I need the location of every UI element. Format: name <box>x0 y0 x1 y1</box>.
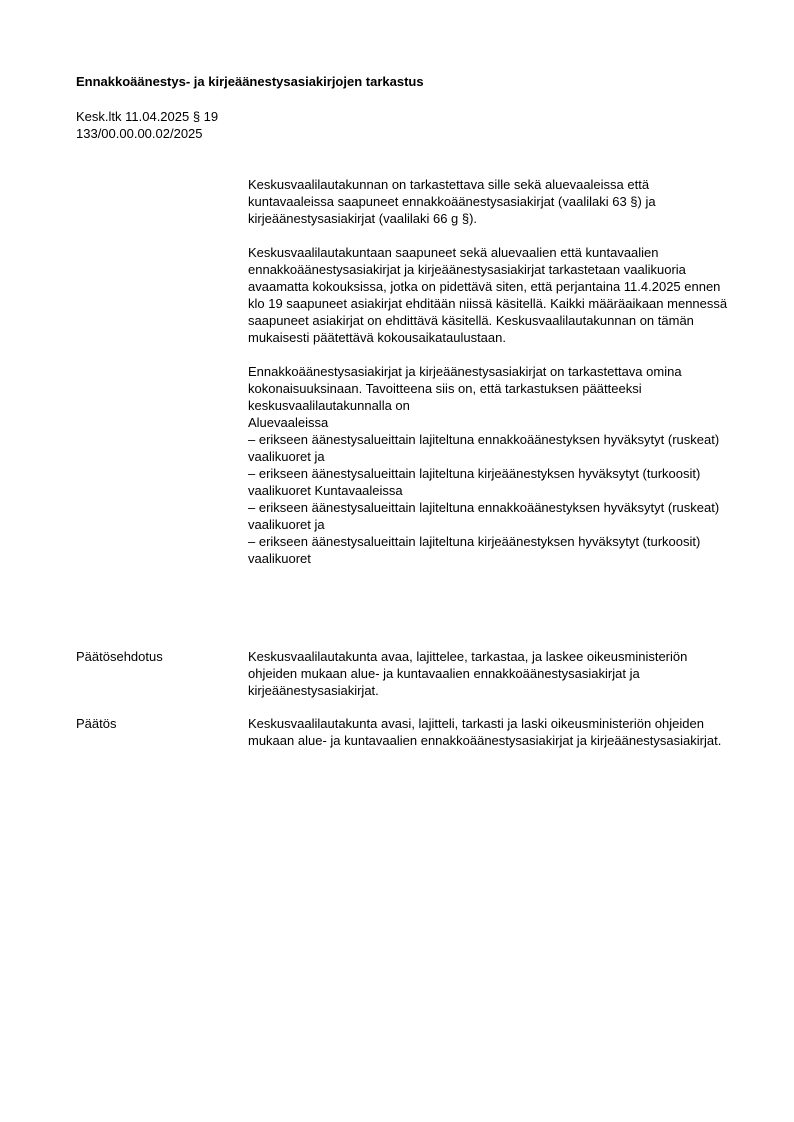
document-title: Ennakkoäänestys- ja kirjeäänestysasiakirjojen tarkastus <box>76 74 424 89</box>
municipal-list-item-2: – erikseen äänestysalueittain lajiteltuna kirjeäänestyksen hyväksytyt (turkoosit) vaalikuoret <box>248 534 701 566</box>
decision-text: Keskusvaalilautakunta avasi, lajitteli, tarkasti ja laski oikeusministeriön ohjeiden mukaan alue- ja kuntavaalien ennakkoäänestysasiakirjat ja kirjeäänestysasiakirjat. <box>248 716 722 748</box>
document-meta <box>76 108 218 142</box>
municipal-list-item-1: – erikseen äänestysalueittain lajiteltuna ennakkoäänestyksen hyväksytyt (ruskeat) vaalikuoret ja <box>248 500 720 532</box>
regional-list-item-1: – erikseen äänestysalueittain lajiteltuna ennakkoäänestyksen hyväksytyt (ruskeat) vaalikuoret ja <box>248 432 720 464</box>
regional-list-item-2: – erikseen äänestysalueittain lajiteltuna kirjeäänestyksen hyväksytyt (turkoosit) vaalikuoret Kuntavaaleissa <box>248 466 701 498</box>
proposal-text: Keskusvaalilautakunta avaa, lajittelee, tarkastaa, ja laskee oikeusministeriön ohjeiden mukaan alue- ja kuntavaalien ennakkoäänestysasiakirjat ja kirjeäänestysasiakirjat. <box>248 649 688 698</box>
document-body <box>248 176 738 584</box>
body-paragraph-1: Keskusvaalilautakunnan on tarkastettava sille sekä aluevaaleissa että kuntavaaleissa saapuneet ennakkoäänestysasiakirjat (vaalilaki 63 §) ja kirjeäänestysasiakirjat (vaalilaki 66 g §). <box>248 177 656 226</box>
proposal-label: Päätösehdotus <box>76 649 163 664</box>
regional-elections-heading: Aluevaaleissa <box>248 415 329 430</box>
meeting-reference: Kesk.ltk 11.04.2025 § 19 <box>76 109 219 124</box>
body-paragraph-3 <box>248 363 738 567</box>
body-paragraph-2: Keskusvaalilautakuntaan saapuneet sekä aluevaalien että kuntavaalien ennakkoäänestysasiakirjat ja kirjeäänestysasiakirjat tarkastetaan vaalikuoria avaamatta kokouksissa, jotka on pidettävä siten, että perjantaina 11.4.2025 ennen klo 19 saapuneet asiakirjat ehditään niissä käsitellä. Kaikki määräaikaan mennessä saapuneet asiakirjat on ehdittävä käsitellä. Keskusvaalilautakunnan on tämän mukaisesti päätettävä kokousaikataulustaan. <box>248 245 728 345</box>
record-number: 133/00.00.00.02/2025 <box>76 126 203 141</box>
decision-label: Päätös <box>76 716 117 731</box>
body-paragraph-3-intro: Ennakkoäänestysasiakirjat ja kirjeäänestysasiakirjat on tarkastettava omina kokonaisuuksinaan. Tavoitteena siis on, että tarkastuksen päätteeksi keskusvaalilautakunnalla on <box>248 364 682 413</box>
